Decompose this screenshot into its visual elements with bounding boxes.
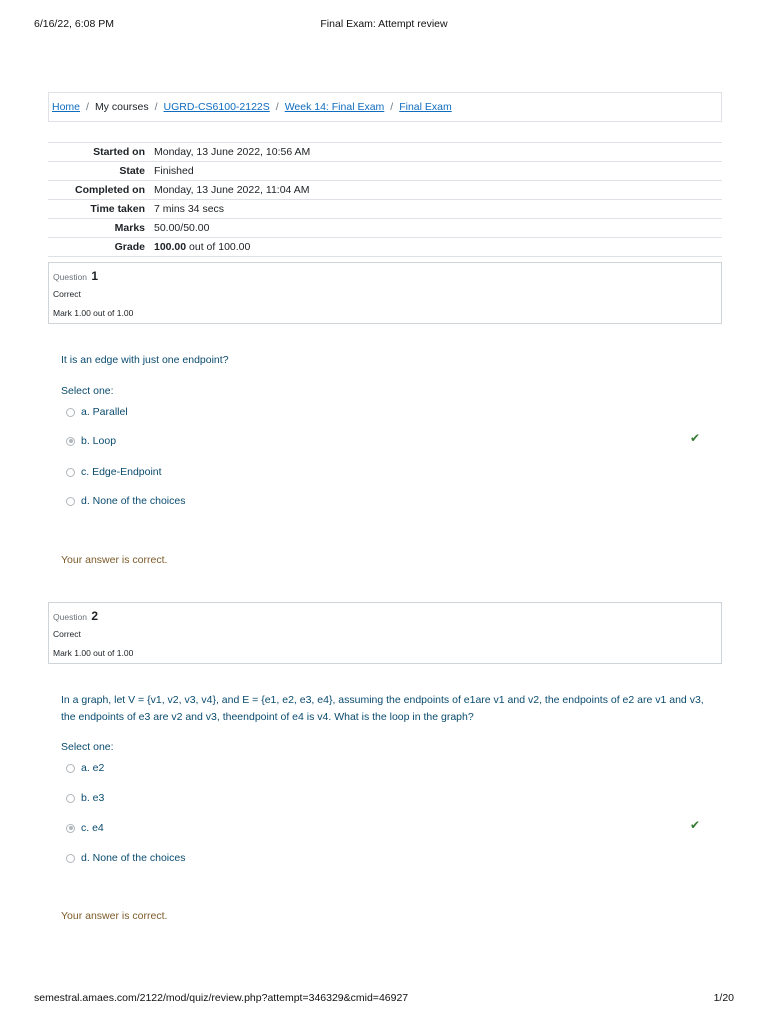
question-text: It is an edge with just one endpoint?: [61, 354, 229, 366]
question-mark: Mark 1.00 out of 1.00: [53, 648, 134, 658]
check-icon: ✔: [690, 431, 701, 445]
summary-value: Monday, 13 June 2022, 11:04 AM: [154, 181, 722, 200]
answer-option[interactable]: [66, 851, 185, 865]
answer-option-selected[interactable]: [66, 821, 104, 835]
breadcrumb-separator: /: [275, 101, 279, 113]
question-word: Question: [53, 272, 88, 282]
question-state: Correct: [53, 289, 81, 299]
breadcrumb-separator: /: [390, 101, 394, 113]
answer-option-label: b. Loop: [81, 435, 117, 447]
answer-feedback: Your answer is correct.: [61, 554, 168, 566]
summary-label: Grade: [48, 238, 154, 257]
question-number: [53, 609, 98, 623]
answer-option-label: c. Edge-Endpoint: [81, 466, 162, 478]
answer-option-label: a. Parallel: [81, 406, 128, 418]
radio-icon[interactable]: [66, 468, 75, 477]
summary-label: Completed on: [48, 181, 154, 200]
breadcrumb-course-link[interactable]: UGRD-CS6100-2122S: [163, 101, 270, 113]
answer-option[interactable]: [66, 494, 185, 508]
radio-icon[interactable]: [66, 794, 75, 803]
summary-value: 50.00/50.00: [154, 219, 722, 238]
breadcrumb-separator: /: [154, 101, 158, 113]
answer-option-label: a. e2: [81, 762, 105, 774]
radio-selected-icon[interactable]: [66, 437, 75, 446]
grade-out-of: out of 100.00: [186, 241, 251, 253]
summary-value: [154, 238, 722, 257]
summary-row-marks: [48, 219, 722, 238]
radio-selected-icon[interactable]: [66, 824, 75, 833]
answer-option[interactable]: [66, 465, 162, 479]
question-text: In a graph, let V = {v1, v2, v3, v4}, and E = {e1, e2, e3, e4}, assuming the endpoints of e1are v1 and v2, the endpoints of e2 are v1 and v3, the endpoints of e3 are v2 and v3, theendpoint of e4 is v4. What is the loop in the graph?: [61, 694, 704, 723]
answer-option-label: c. e4: [81, 822, 104, 834]
print-url: semestral.amaes.com/2122/mod/quiz/review.php?attempt=346329&cmid=46927: [34, 992, 409, 1004]
summary-row-completed-on: [48, 181, 722, 200]
radio-icon[interactable]: [66, 764, 75, 773]
breadcrumb-my-courses: My courses: [94, 101, 149, 113]
question-state: Correct: [53, 629, 81, 639]
answer-option[interactable]: [66, 791, 104, 805]
print-header: [0, 18, 768, 32]
breadcrumb-quiz-link[interactable]: Final Exam: [399, 101, 452, 113]
summary-row-started-on: [48, 143, 722, 162]
answer-option-label: b. e3: [81, 792, 105, 804]
question-number: [53, 269, 98, 283]
grade-value: 100.00: [154, 241, 187, 253]
answer-feedback: Your answer is correct.: [61, 910, 168, 922]
question-info-box: [48, 262, 722, 324]
check-icon: ✔: [690, 818, 701, 832]
summary-label: Time taken: [48, 200, 154, 219]
answer-option-selected[interactable]: [66, 434, 116, 448]
breadcrumb-separator: /: [86, 101, 89, 113]
attempt-summary-table: [48, 142, 722, 257]
question-number-value: 2: [91, 609, 99, 623]
print-page-number: 1/20: [713, 992, 734, 1004]
question-word: Question: [53, 612, 88, 622]
question-mark: Mark 1.00 out of 1.00: [53, 308, 134, 318]
summary-row-time-taken: [48, 200, 722, 219]
question-number-value: 1: [91, 269, 99, 283]
select-one-label: Select one:: [61, 385, 114, 397]
summary-row-state: [48, 162, 722, 181]
print-datetime: 6/16/22, 6:08 PM: [34, 18, 114, 30]
answer-option-label: d. None of the choices: [81, 495, 186, 507]
question-info-box: [48, 602, 722, 664]
summary-value: 7 mins 34 secs: [154, 200, 722, 219]
breadcrumb: [48, 92, 722, 122]
summary-row-grade: [48, 238, 722, 257]
radio-icon[interactable]: [66, 497, 75, 506]
print-footer: [0, 992, 768, 1006]
breadcrumb-section-link[interactable]: Week 14: Final Exam: [284, 101, 385, 113]
answer-option[interactable]: [66, 405, 128, 419]
summary-label: State: [48, 162, 154, 181]
summary-label: Started on: [48, 143, 154, 162]
answer-option[interactable]: [66, 761, 104, 775]
summary-value: Finished: [154, 162, 722, 181]
breadcrumb-home-link[interactable]: Home: [52, 101, 81, 113]
print-title: Final Exam: Attempt review: [320, 18, 448, 30]
summary-value: Monday, 13 June 2022, 10:56 AM: [154, 143, 722, 162]
summary-label: Marks: [48, 219, 154, 238]
radio-icon[interactable]: [66, 854, 75, 863]
select-one-label: Select one:: [61, 741, 114, 753]
answer-option-label: d. None of the choices: [81, 852, 186, 864]
radio-icon[interactable]: [66, 408, 75, 417]
